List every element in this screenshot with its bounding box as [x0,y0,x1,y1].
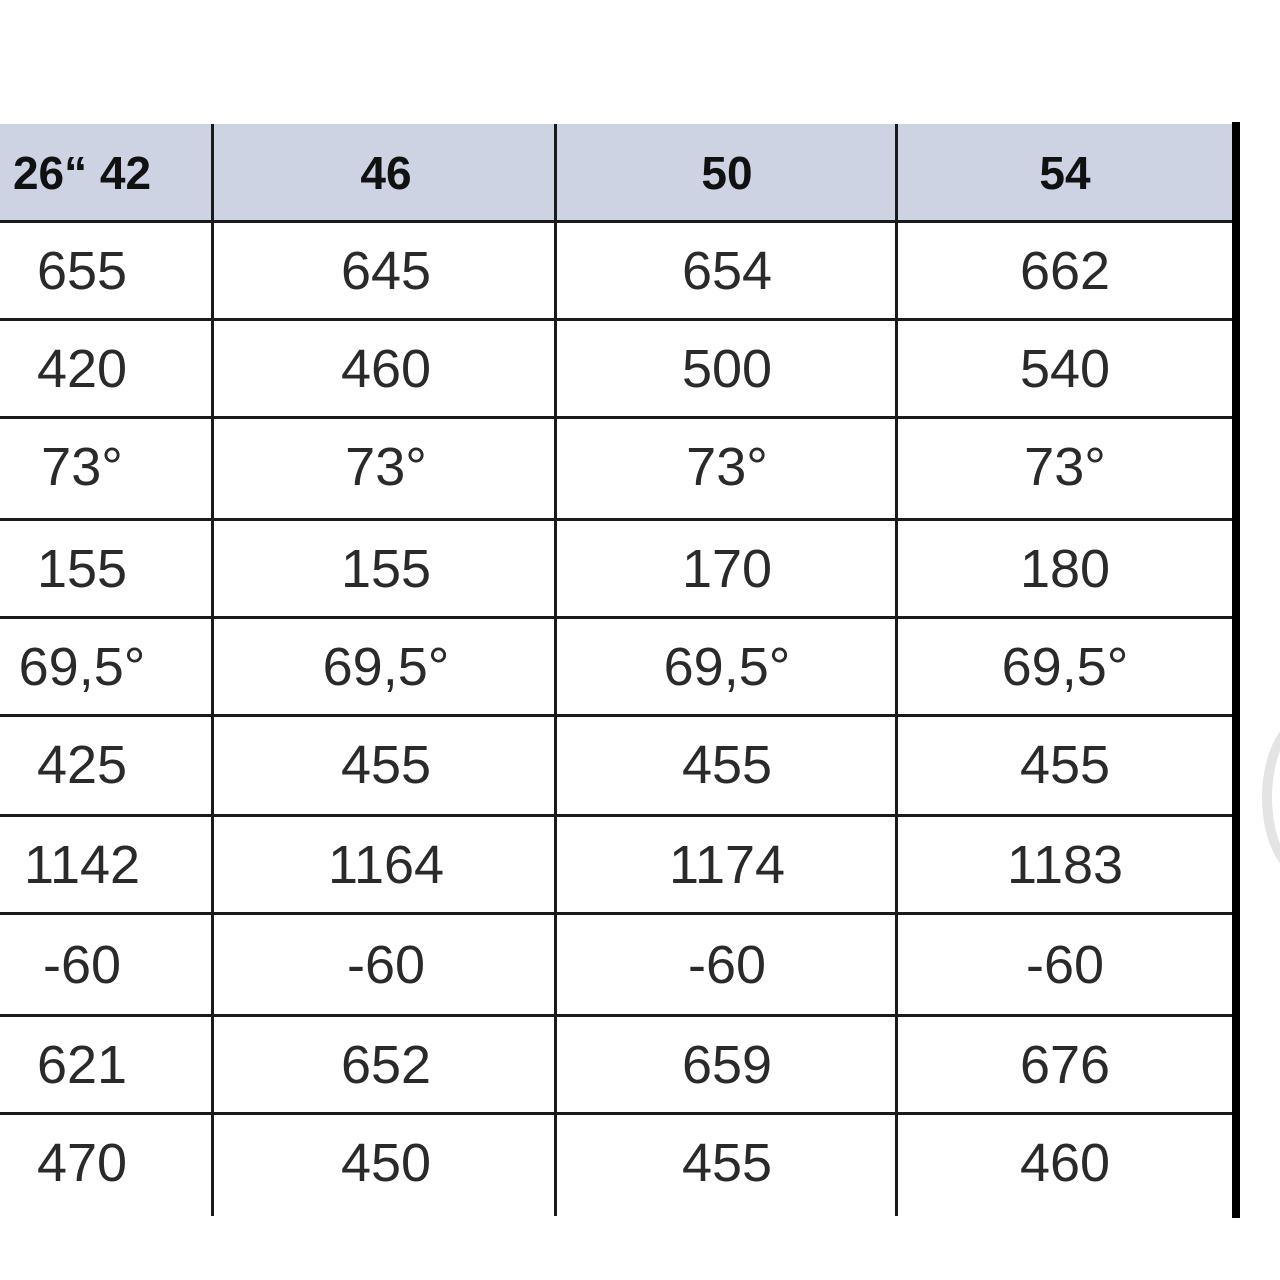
row-divider [0,616,1232,619]
table-cell: 69,5° [663,637,791,697]
row-divider [0,220,1232,223]
header-cell-size-46: 46 [360,147,412,199]
table-cell: 645 [340,241,432,301]
table-cell: 73° [686,437,768,497]
table-cell: 450 [340,1133,432,1193]
table-cell: 69,5° [322,637,450,697]
table-cell: 500 [681,339,773,399]
row-divider [0,912,1232,915]
table-cell: 180 [1019,539,1111,599]
column-divider [895,124,898,1216]
table-cell: 455 [1019,735,1111,795]
table-cell: 455 [340,735,432,795]
table-cell: 170 [681,539,773,599]
row-divider [0,1014,1232,1017]
table-cell: 540 [1019,339,1111,399]
table-cell: 659 [681,1035,773,1095]
table-cell: 155 [340,539,432,599]
row-divider [0,318,1232,321]
row-divider [0,814,1232,817]
header-cell-size-42: 26“ 42 [12,147,152,199]
table-cell: 621 [36,1035,128,1095]
table-cell: -60 [346,935,426,995]
table-cell: 1164 [327,835,445,895]
table-cell: 1183 [1006,835,1124,895]
table-cell: 460 [1019,1133,1111,1193]
table-cell: 455 [681,735,773,795]
row-divider [0,416,1232,419]
table-cell: 652 [340,1035,432,1095]
table-cell: 69,5° [18,637,146,697]
row-divider [0,518,1232,521]
table-cell: 1142 [23,835,141,895]
table-cell: 69,5° [1001,637,1129,697]
side-scroll-handle[interactable] [1262,715,1280,880]
table-cell: 1174 [668,835,786,895]
table-cell: 73° [345,437,427,497]
row-divider [0,714,1232,717]
table-cell: 470 [36,1133,128,1193]
table-cell: 655 [36,241,128,301]
table-cell: -60 [1025,935,1105,995]
table-cell: -60 [687,935,767,995]
header-cell-size-50: 50 [701,147,753,199]
table-cell: 662 [1019,241,1111,301]
table-cell: 73° [41,437,123,497]
table-cell: 420 [36,339,128,399]
table-cell: 155 [36,539,128,599]
table-cell: 73° [1024,437,1106,497]
row-divider [0,1112,1232,1115]
table-right-border [1232,122,1240,1218]
column-divider [211,124,214,1216]
table-cell: 654 [681,241,773,301]
table-cell: 455 [681,1133,773,1193]
column-divider [554,124,557,1216]
header-cell-size-54: 54 [1039,147,1091,199]
table-cell: 676 [1019,1035,1111,1095]
table-cell: 425 [36,735,128,795]
table-cell: 460 [340,339,432,399]
table-cell: -60 [42,935,122,995]
